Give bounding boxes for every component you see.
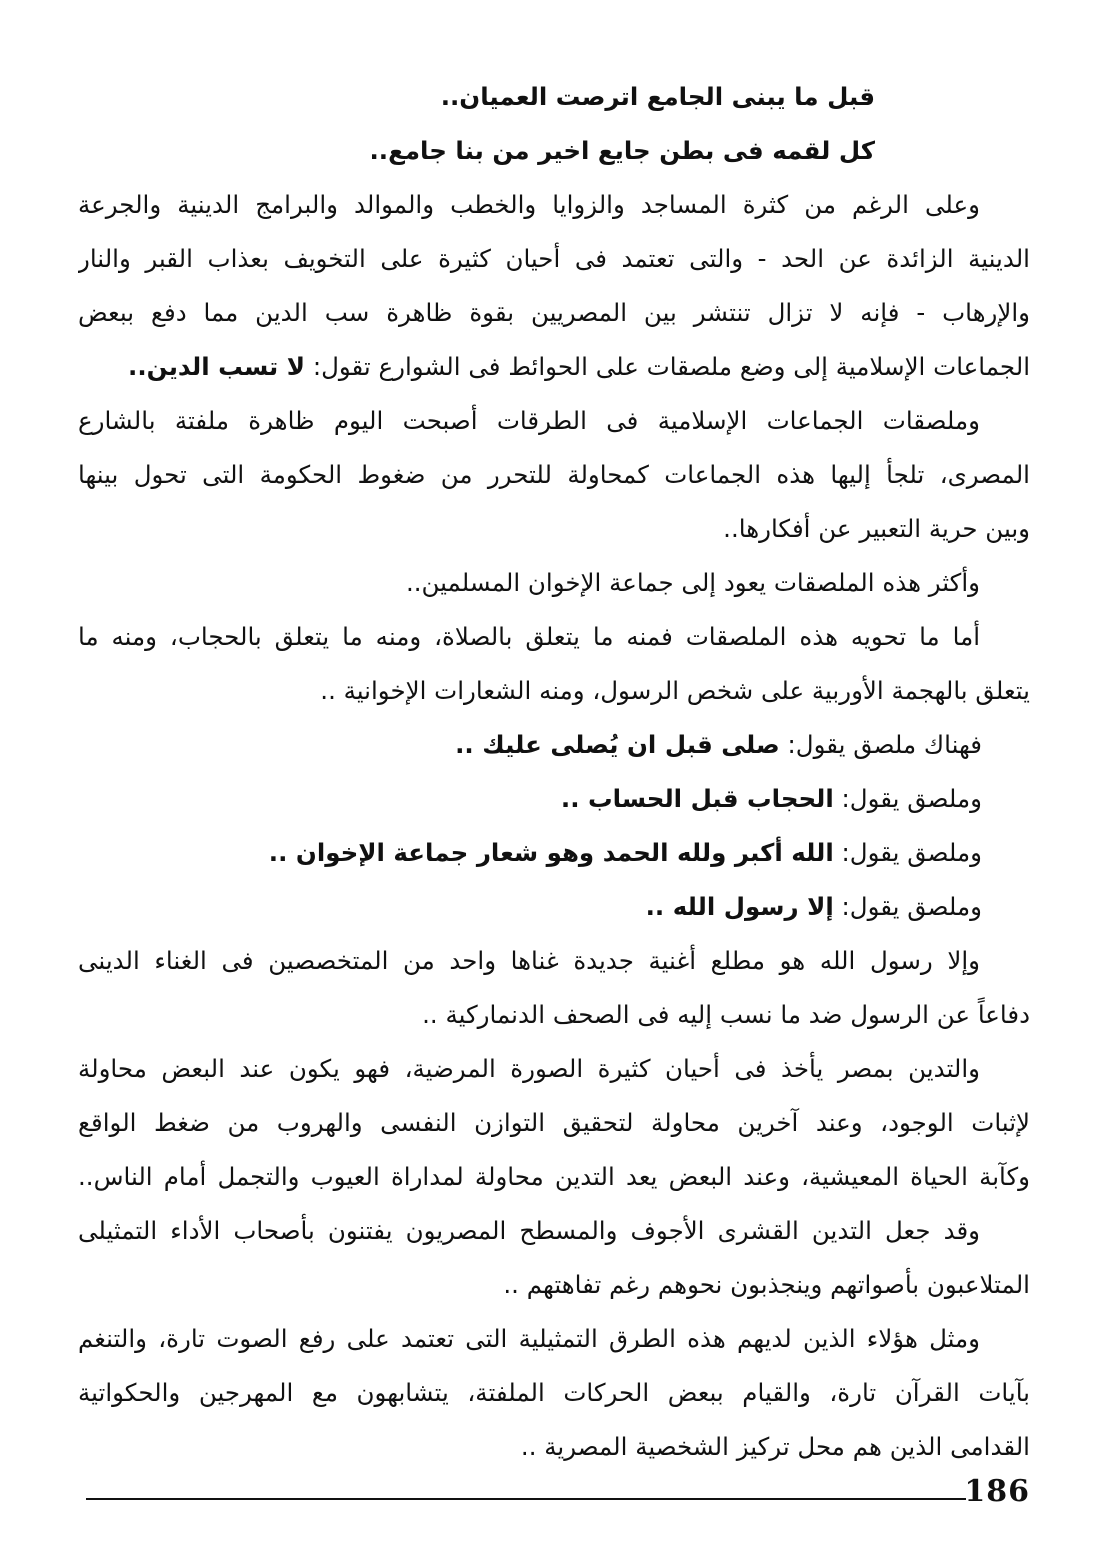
paragraph-line: القدامى الذين هم محل تركيز الشخصية المصرية .. [520, 1432, 1030, 1461]
quote-prefix: وملصق يقول: [833, 892, 982, 921]
paragraph-line: وإلا رسول الله هو مطلع أغنية جديدة غناها واحد من المتخصصين فى الغناء الدينى [78, 946, 980, 975]
quote-text: صلى قبل ان يُصلى عليك .. [455, 730, 780, 759]
paragraph-line: وبين حرية التعبير عن أفكارها.. [723, 514, 1030, 543]
quote-text: إلا رسول الله .. [645, 892, 834, 921]
quote-line [78, 772, 1030, 826]
paragraph-line: دفاعاً عن الرسول ضد ما نسب إليه فى الصحف الدنماركية .. [422, 1000, 1030, 1029]
paragraph-line: لإثبات الوجود، وعند آخرين محاولة لتحقيق التوازن النفسى والهروب من ضغط الواقع [78, 1108, 1030, 1137]
paragraph-line: المتلاعبون بأصواتهم وينجذبون نحوهم رغم تفاهتهم .. [503, 1270, 1030, 1299]
paragraph-line: وأكثر هذه الملصقات يعود إلى جماعة الإخوان المسلمين.. [405, 568, 980, 597]
page-footer [86, 1474, 1030, 1518]
paragraph-line [78, 340, 1030, 394]
paragraph-line: الدينية الزائدة عن الحد - والتى تعتمد فى أحيان كثيرة على التخويف بعذاب القبر والنار [78, 244, 1030, 273]
page-number: 186 [964, 1474, 1030, 1509]
paragraph-line: وملصقات الجماعات الإسلامية فى الطرقات أصبحت اليوم ظاهرة ملفتة بالشارع [78, 406, 980, 435]
paragraph-line: المصرى، تلجأ إليها هذه الجماعات كمحاولة للتحرر من ضغوط الحكومة التى تحول بينها [78, 460, 1030, 489]
paragraph-line: ومثل هؤلاء الذين لديهم هذه الطرق التمثيلية التى تعتمد على رفع الصوت تارة، والتنغم [78, 1324, 980, 1353]
paragraph-line: والتدين بمصر يأخذ فى أحيان كثيرة الصورة المرضية، فهو يكون عند البعض محاولة [78, 1054, 980, 1083]
quote-prefix: فهناك ملصق يقول: [779, 730, 982, 759]
quote-line [78, 826, 1030, 880]
paragraph-line: وقد جعل التدين القشرى الأجوف والمسطح المصريون يفتنون بأصحاب الأداء التمثيلى [78, 1216, 980, 1245]
paragraph-line: وكآبة الحياة المعيشية، وعند البعض يعد التدين محاولة لمداراة العيوب والتجمل أمام الناس.. [78, 1162, 1030, 1191]
footer-rule [86, 1498, 966, 1500]
quote-prefix: وملصق يقول: [833, 838, 982, 867]
paragraph-line: أما ما تحويه هذه الملصقات فمنه ما يتعلق بالصلاة، ومنه ما يتعلق بالحجاب، ومنه ما [78, 622, 980, 651]
page-body-text [78, 70, 1030, 1474]
quote-text: الحجاب قبل الحساب .. [560, 784, 834, 813]
verse-line: قبل ما يبنى الجامع اترصت العميان.. [440, 82, 875, 111]
quote-text: الله أكبر ولله الحمد وهو شعار جماعة الإخوان .. [268, 838, 834, 867]
emphasized-slogan: لا تسب الدين.. [128, 352, 306, 381]
quote-line [78, 718, 1030, 772]
quote-line [78, 880, 1030, 934]
paragraph-line: وعلى الرغم من كثرة المساجد والزوايا والخطب والموالد والبرامج الدينية والجرعة [78, 190, 980, 219]
paragraph-line: والإرهاب - فإنه لا تزال تنتشر بين المصريين بقوة ظاهرة سب الدين مما دفع ببعض [78, 298, 1030, 327]
quote-prefix: وملصق يقول: [833, 784, 982, 813]
paragraph-line: بآيات القرآن تارة، والقيام ببعض الحركات الملفتة، يتشابهون مع المهرجين والحكواتية [78, 1378, 1030, 1407]
paragraph-line: يتعلق بالهجمة الأوربية على شخص الرسول، ومنه الشعارات الإخوانية .. [320, 676, 1030, 705]
verse-line: كل لقمه فى بطن جايع اخير من بنا جامع.. [369, 136, 875, 165]
paragraph-text: الجماعات الإسلامية إلى وضع ملصقات على الحوائط فى الشوارع تقول: [305, 352, 1030, 381]
